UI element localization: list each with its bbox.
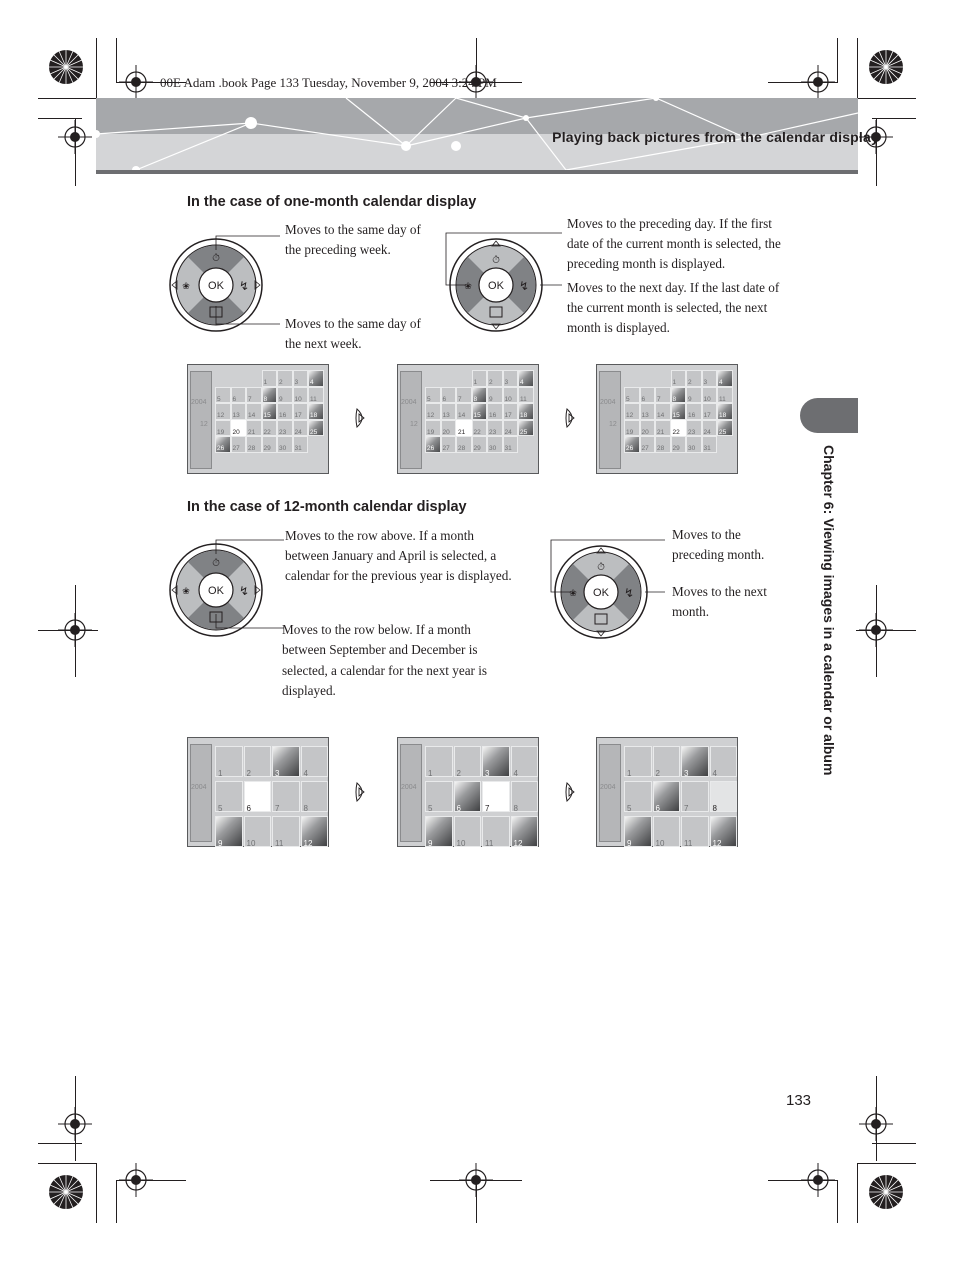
month-cell: 10 bbox=[653, 816, 681, 847]
month-cell: 8 bbox=[710, 781, 738, 812]
ok-button-label: OK bbox=[488, 280, 504, 292]
calendar-day-cell: 8 bbox=[262, 387, 278, 404]
calendar-day-cell: 9 bbox=[686, 387, 702, 404]
year-calendar-screen bbox=[187, 737, 329, 847]
month-cell: 2 bbox=[454, 746, 482, 777]
calendar-day-cell: 4 bbox=[518, 370, 534, 387]
calendar-day-cell: 26 bbox=[624, 436, 640, 453]
calendar-empty-cell bbox=[308, 436, 324, 453]
calendar-day-cell: 13 bbox=[231, 403, 247, 420]
registration-mark-icon bbox=[801, 1163, 835, 1197]
month-cell: 2 bbox=[653, 746, 681, 777]
month-cell: 7 bbox=[272, 781, 300, 812]
color-bar-starburst-icon bbox=[48, 1174, 84, 1210]
calendar-day-cell: 5 bbox=[215, 387, 231, 404]
svg-text:⏱: ⏱ bbox=[597, 562, 605, 573]
calendar-day-cell: 22 bbox=[472, 420, 488, 437]
month-cell: 5 bbox=[624, 781, 652, 812]
month-cell: 11 bbox=[681, 816, 709, 847]
registration-mark-icon bbox=[859, 613, 893, 647]
month-cell: 4 bbox=[710, 746, 738, 777]
month-cell: 6 bbox=[653, 781, 681, 812]
month-cell: 1 bbox=[215, 746, 243, 777]
calendar-day-cell: 12 bbox=[215, 403, 231, 420]
calendar-month-label: 12 bbox=[410, 421, 418, 428]
right-arrow-icon bbox=[564, 781, 578, 803]
month-cell: 11 bbox=[272, 816, 300, 847]
month-cell: 6 bbox=[454, 781, 482, 812]
calendar-day-cell: 26 bbox=[425, 436, 441, 453]
month-cell: 4 bbox=[511, 746, 539, 777]
calendar-day-cell: 8 bbox=[671, 387, 687, 404]
callout-up-twelve-month: Moves to the row above. If a month between January and April is selected, a calendar for the previous year is displayed. bbox=[285, 528, 512, 584]
month-cell: 4 bbox=[301, 746, 329, 777]
calendar-day-cell: 23 bbox=[487, 420, 503, 437]
calendar-day-cell: 2 bbox=[686, 370, 702, 387]
month-cell: 1 bbox=[624, 746, 652, 777]
calendar-day-cell: 1 bbox=[472, 370, 488, 387]
calendar-day-cell: 29 bbox=[671, 436, 687, 453]
svg-text:↯: ↯ bbox=[238, 584, 250, 598]
month-cell: 9 bbox=[425, 816, 453, 847]
svg-text:⏱: ⏱ bbox=[212, 558, 220, 569]
month-cell: 3 bbox=[272, 746, 300, 777]
calendar-day-cell: 31 bbox=[503, 436, 519, 453]
calendar-day-cell: 21 bbox=[655, 420, 671, 437]
callout-up-one-month: Moves to the same day of the preceding week. bbox=[285, 222, 421, 258]
calendar-day-cell: 6 bbox=[231, 387, 247, 404]
calendar-day-cell: 29 bbox=[262, 436, 278, 453]
calendar-day-cell: 10 bbox=[293, 387, 309, 404]
calendar-empty-cell bbox=[456, 370, 472, 387]
svg-text:❀: ❀ bbox=[182, 282, 190, 292]
calendar-day-cell: 7 bbox=[246, 387, 262, 404]
calendar-month-label: 12 bbox=[200, 421, 208, 428]
leader-lines bbox=[210, 228, 290, 328]
page-number: 133 bbox=[786, 1092, 812, 1109]
month-cell: 11 bbox=[482, 816, 510, 847]
calendar-day-cell: 21 bbox=[456, 420, 472, 437]
calendar-day-cell: 24 bbox=[293, 420, 309, 437]
month-cell: 5 bbox=[215, 781, 243, 812]
calendar-day-cell: 5 bbox=[624, 387, 640, 404]
calendar-day-cell: 11 bbox=[518, 387, 534, 404]
calendar-day-cell: 11 bbox=[308, 387, 324, 404]
month-cell: 9 bbox=[215, 816, 243, 847]
calendar-day-cell: 18 bbox=[518, 403, 534, 420]
month-cell: 8 bbox=[301, 781, 329, 812]
right-arrow-icon bbox=[354, 781, 368, 803]
ok-button-label: OK bbox=[593, 587, 609, 599]
svg-text:↯: ↯ bbox=[238, 279, 250, 293]
calendar-day-cell: 3 bbox=[702, 370, 718, 387]
registration-mark-icon bbox=[58, 120, 92, 154]
month-cell: 10 bbox=[244, 816, 272, 847]
chapter-tab bbox=[800, 398, 858, 433]
calendar-screen bbox=[187, 364, 329, 474]
calendar-day-cell: 7 bbox=[655, 387, 671, 404]
calendar-day-cell: 17 bbox=[702, 403, 718, 420]
svg-text:❀: ❀ bbox=[569, 589, 577, 599]
color-bar-starburst-icon bbox=[868, 1174, 904, 1210]
registration-mark-icon bbox=[119, 1163, 153, 1197]
calendar-day-cell: 14 bbox=[655, 403, 671, 420]
calendar-day-cell: 23 bbox=[686, 420, 702, 437]
calendar-empty-cell bbox=[425, 370, 441, 387]
calendar-empty-cell bbox=[215, 370, 231, 387]
calendar-month-label: 12 bbox=[609, 421, 617, 428]
calendar-day-cell: 29 bbox=[472, 436, 488, 453]
calendar-day-cell: 27 bbox=[231, 436, 247, 453]
month-cell: 12 bbox=[710, 816, 738, 847]
calendar-day-cell: 25 bbox=[717, 420, 733, 437]
calendar-day-cell: 17 bbox=[503, 403, 519, 420]
calendar-empty-cell bbox=[518, 436, 534, 453]
calendar-day-cell: 25 bbox=[308, 420, 324, 437]
year-label: 2004 bbox=[191, 784, 207, 791]
year-label: 2004 bbox=[600, 784, 616, 791]
calendar-day-cell: 19 bbox=[624, 420, 640, 437]
year-calendar-screen bbox=[596, 737, 738, 847]
month-cell: 2 bbox=[244, 746, 272, 777]
calendar-day-cell: 28 bbox=[246, 436, 262, 453]
calendar-day-cell: 31 bbox=[293, 436, 309, 453]
file-info-slug: 00E Adam .book Page 133 Tuesday, November 9, 2004 3:24 PM bbox=[160, 75, 497, 90]
leader-lines bbox=[545, 532, 675, 602]
calendar-day-cell: 14 bbox=[246, 403, 262, 420]
section-title-twelve-month: In the case of 12-month calendar display bbox=[187, 499, 467, 515]
month-cell: 6 bbox=[244, 781, 272, 812]
right-arrow-icon bbox=[564, 407, 578, 429]
callout-right-one-month: Moves to the next day. If the last date of the current month is selected, the next month is displayed. bbox=[567, 280, 780, 336]
calendar-day-cell: 19 bbox=[215, 420, 231, 437]
svg-text:❀: ❀ bbox=[182, 587, 190, 597]
calendar-day-cell: 30 bbox=[686, 436, 702, 453]
chapter-label: Chapter 6: Viewing images in a calendar or album bbox=[821, 445, 837, 776]
calendar-day-cell: 30 bbox=[277, 436, 293, 453]
calendar-day-cell: 27 bbox=[441, 436, 457, 453]
calendar-day-cell: 18 bbox=[308, 403, 324, 420]
color-bar-starburst-icon bbox=[868, 49, 904, 85]
leader-lines bbox=[440, 225, 570, 295]
calendar-day-cell: 28 bbox=[655, 436, 671, 453]
calendar-day-cell: 20 bbox=[441, 420, 457, 437]
calendar-year-label: 2004 bbox=[191, 399, 207, 406]
calendar-day-cell: 9 bbox=[487, 387, 503, 404]
calendar-day-cell: 14 bbox=[456, 403, 472, 420]
svg-text:↯: ↯ bbox=[623, 586, 635, 600]
right-arrow-icon bbox=[354, 407, 368, 429]
calendar-day-cell: 19 bbox=[425, 420, 441, 437]
calendar-day-cell: 24 bbox=[702, 420, 718, 437]
month-cell: 7 bbox=[482, 781, 510, 812]
calendar-day-cell: 13 bbox=[640, 403, 656, 420]
calendar-day-cell: 24 bbox=[503, 420, 519, 437]
calendar-day-cell: 13 bbox=[441, 403, 457, 420]
registration-mark-icon bbox=[58, 1107, 92, 1141]
calendar-day-cell: 8 bbox=[472, 387, 488, 404]
month-cell: 1 bbox=[425, 746, 453, 777]
calendar-day-cell: 18 bbox=[717, 403, 733, 420]
calendar-day-cell: 7 bbox=[456, 387, 472, 404]
registration-mark-icon bbox=[58, 613, 92, 647]
calendar-day-cell: 12 bbox=[425, 403, 441, 420]
calendar-day-cell: 6 bbox=[441, 387, 457, 404]
calendar-day-cell: 31 bbox=[702, 436, 718, 453]
calendar-day-cell: 26 bbox=[215, 436, 231, 453]
month-cell: 12 bbox=[301, 816, 329, 847]
calendar-day-cell: 4 bbox=[717, 370, 733, 387]
calendar-day-cell: 16 bbox=[277, 403, 293, 420]
calendar-day-cell: 27 bbox=[640, 436, 656, 453]
month-cell: 3 bbox=[482, 746, 510, 777]
calendar-day-cell: 2 bbox=[487, 370, 503, 387]
calendar-year-label: 2004 bbox=[600, 399, 616, 406]
calendar-day-cell: 10 bbox=[702, 387, 718, 404]
svg-text:⏱: ⏱ bbox=[492, 255, 500, 266]
calendar-day-cell: 12 bbox=[624, 403, 640, 420]
calendar-empty-cell bbox=[231, 370, 247, 387]
year-calendar-screen bbox=[397, 737, 539, 847]
year-label: 2004 bbox=[401, 784, 417, 791]
calendar-day-cell: 15 bbox=[671, 403, 687, 420]
callout-left-twelve-month: Moves to the preceding month. bbox=[672, 527, 765, 563]
calendar-day-cell: 9 bbox=[277, 387, 293, 404]
section-title-one-month: In the case of one-month calendar display bbox=[187, 194, 477, 210]
calendar-day-cell: 15 bbox=[472, 403, 488, 420]
month-cell: 8 bbox=[511, 781, 539, 812]
calendar-empty-cell bbox=[246, 370, 262, 387]
calendar-year-label: 2004 bbox=[401, 399, 417, 406]
ok-button-label: OK bbox=[208, 280, 224, 292]
svg-text:❀: ❀ bbox=[464, 282, 472, 292]
calendar-empty-cell bbox=[441, 370, 457, 387]
month-cell: 7 bbox=[681, 781, 709, 812]
callout-down-twelve-month: Moves to the row below. If a month between September and December is selected, a calendar for the next year is displayed. bbox=[282, 622, 488, 699]
calendar-empty-cell bbox=[624, 370, 640, 387]
calendar-empty-cell bbox=[655, 370, 671, 387]
calendar-day-cell: 30 bbox=[487, 436, 503, 453]
registration-mark-icon bbox=[859, 1107, 893, 1141]
svg-text:⏱: ⏱ bbox=[212, 253, 220, 264]
calendar-day-cell: 1 bbox=[262, 370, 278, 387]
month-cell: 10 bbox=[454, 816, 482, 847]
calendar-day-cell: 1 bbox=[671, 370, 687, 387]
page-header-title: Playing back pictures from the calendar display bbox=[552, 129, 879, 145]
month-cell: 5 bbox=[425, 781, 453, 812]
calendar-screen bbox=[397, 364, 539, 474]
calendar-day-cell: 2 bbox=[277, 370, 293, 387]
calendar-day-cell: 20 bbox=[231, 420, 247, 437]
calendar-day-cell: 16 bbox=[487, 403, 503, 420]
callout-left-one-month: Moves to the preceding day. If the first date of the current month is selected, the preceding month is displayed. bbox=[567, 216, 781, 272]
calendar-day-cell: 16 bbox=[686, 403, 702, 420]
calendar-day-cell: 11 bbox=[717, 387, 733, 404]
color-bar-starburst-icon bbox=[48, 49, 84, 85]
month-cell: 12 bbox=[511, 816, 539, 847]
calendar-day-cell: 21 bbox=[246, 420, 262, 437]
calendar-day-cell: 17 bbox=[293, 403, 309, 420]
calendar-screen bbox=[596, 364, 738, 474]
calendar-empty-cell bbox=[640, 370, 656, 387]
calendar-day-cell: 28 bbox=[456, 436, 472, 453]
callout-down-one-month: Moves to the same day of the next week. bbox=[285, 316, 421, 352]
registration-mark-icon bbox=[119, 65, 153, 99]
calendar-day-cell: 22 bbox=[262, 420, 278, 437]
calendar-day-cell: 5 bbox=[425, 387, 441, 404]
calendar-day-cell: 3 bbox=[293, 370, 309, 387]
calendar-day-cell: 20 bbox=[640, 420, 656, 437]
leader-lines bbox=[210, 532, 290, 637]
calendar-day-cell: 25 bbox=[518, 420, 534, 437]
calendar-day-cell: 4 bbox=[308, 370, 324, 387]
callout-right-twelve-month: Moves to the next month. bbox=[672, 584, 767, 620]
registration-mark-icon bbox=[459, 1163, 493, 1197]
month-cell: 3 bbox=[681, 746, 709, 777]
calendar-day-cell: 22 bbox=[671, 420, 687, 437]
calendar-day-cell: 6 bbox=[640, 387, 656, 404]
ok-button-label: OK bbox=[208, 585, 224, 597]
calendar-day-cell: 10 bbox=[503, 387, 519, 404]
month-cell: 9 bbox=[624, 816, 652, 847]
svg-text:↯: ↯ bbox=[518, 279, 530, 293]
calendar-day-cell: 23 bbox=[277, 420, 293, 437]
calendar-day-cell: 15 bbox=[262, 403, 278, 420]
calendar-day-cell: 3 bbox=[503, 370, 519, 387]
registration-mark-icon bbox=[801, 65, 835, 99]
calendar-empty-cell bbox=[717, 436, 733, 453]
